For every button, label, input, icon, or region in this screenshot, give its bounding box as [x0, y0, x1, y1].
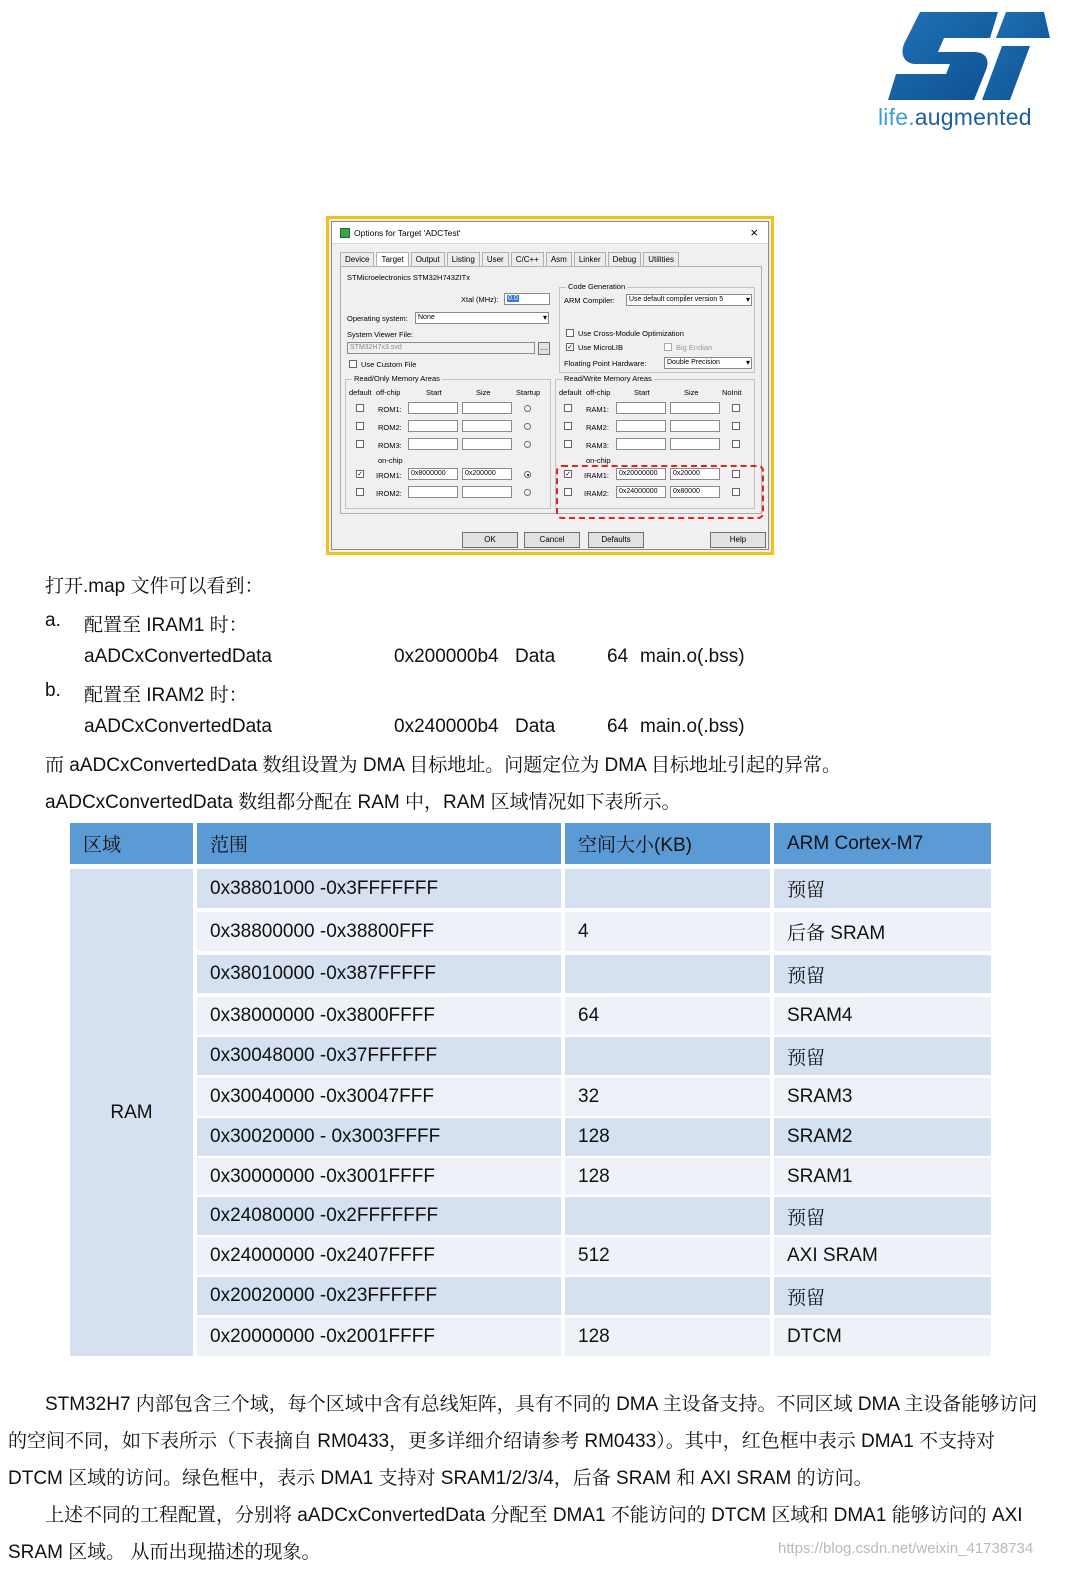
target-options-screenshot [326, 216, 774, 555]
table-row-range: 0x24080000 -0x2FFFFFFF [197, 1197, 561, 1235]
table-row-name: AXI SRAM [774, 1237, 991, 1275]
region-ram-cell: RAM [70, 869, 193, 1356]
table-row-range: 0x30020000 - 0x3003FFFF [197, 1118, 561, 1156]
irom2-label: IROM2: [376, 489, 402, 498]
rw-header-noinit: NoInit [722, 388, 742, 397]
table-row-size: 128 [565, 1318, 770, 1356]
tab-linker[interactable]: Linker [574, 252, 606, 266]
ram3-start[interactable] [616, 438, 666, 450]
item-a-address: 0x200000b4 [394, 646, 499, 667]
microlib-checkbox[interactable]: ✓ [567, 344, 573, 351]
header-region: 区域 [70, 823, 193, 864]
rw-header-offchip: off-chip [586, 388, 611, 397]
tab-utilities[interactable]: Utilities [643, 252, 679, 266]
rw-header-default: default [559, 388, 582, 397]
ram2-noinit-checkbox[interactable] [732, 422, 740, 430]
ram2-default-checkbox[interactable] [564, 422, 572, 430]
ram1-size[interactable] [670, 402, 720, 414]
ro-onchip-label: on-chip [378, 456, 403, 465]
table-row-size [565, 1197, 770, 1235]
rom2-label: ROM2: [378, 423, 402, 432]
header-range: 范围 [197, 823, 561, 864]
paragraph-2-line-2: SRAM 区域。 从而出现描述的现象。 [8, 1542, 321, 1563]
ro-header-startup: Startup [516, 388, 541, 397]
compiler-label: ARM Compiler: [564, 296, 615, 305]
cross-module-label: Use Cross-Module Optimization [578, 329, 684, 338]
table-row-size [565, 869, 770, 908]
irom1-start[interactable]: 0x8000000 [408, 468, 458, 480]
watermark: https://blog.csdn.net/weixin_41738734 [778, 1540, 1034, 1557]
item-a-symbol: aADCxConvertedData [84, 646, 272, 667]
app-icon [340, 228, 350, 238]
table-row-size: 128 [565, 1158, 770, 1195]
header-size: 空间大小(KB) [565, 823, 770, 864]
ok-button[interactable]: OK [462, 532, 518, 548]
tab-target[interactable]: Target [376, 252, 408, 266]
irom1-startup-radio[interactable] [524, 471, 531, 478]
table-row-range: 0x38801000 -0x3FFFFFFF [197, 869, 561, 908]
table-row-name: 后备 SRAM [774, 912, 991, 951]
table-row-name: 预留 [774, 1197, 991, 1235]
tab-c-cpp[interactable]: C/C++ [511, 252, 544, 266]
custom-file-checkbox[interactable] [349, 360, 357, 368]
paragraph-1-line-1: STM32H7 内部包含三个域，每个区域中含有总线矩阵，具有不同的 DMA 主设备支持。不同区域 DMA 主设备能够访问 [45, 1394, 1038, 1415]
tab-bar [340, 252, 679, 266]
table-row-range: 0x20020000 -0x23FFFFFF [197, 1277, 561, 1315]
ro-memory-group [345, 374, 551, 509]
ram-allocation-text: aADCxConvertedData 数组都分配在 RAM 中，RAM 区域情况如下表所示。 [45, 792, 681, 813]
xtal-label: Xtal (MHz): [461, 295, 499, 304]
table-row-range: 0x30040000 -0x30047FFF [197, 1078, 561, 1116]
table-row-name: SRAM4 [774, 997, 991, 1035]
header-core: ARM Cortex-M7 [774, 823, 991, 864]
dialog-titlebar [332, 222, 768, 244]
ram2-label: RAM2: [586, 423, 609, 432]
rom3-default-checkbox[interactable] [356, 440, 364, 448]
item-b-symbol: aADCxConvertedData [84, 716, 272, 737]
tab-user[interactable]: User [482, 252, 509, 266]
svf-label: System Viewer File: [347, 330, 414, 339]
compiler-select[interactable]: Use default compiler version 5 ▾ [626, 294, 752, 306]
tab-device[interactable]: Device [340, 252, 374, 266]
rom1-startup-radio[interactable] [524, 405, 531, 412]
item-b-marker: b. [45, 680, 61, 701]
rom1-label: ROM1: [378, 405, 402, 414]
rom1-size[interactable] [462, 402, 512, 414]
iram1-start[interactable]: 0x20000000 [616, 468, 666, 480]
tab-listing[interactable]: Listing [447, 252, 480, 266]
ram3-default-checkbox[interactable] [564, 440, 572, 448]
custom-file-label: Use Custom File [361, 360, 417, 369]
logo-tagline: life.augmented [878, 104, 1032, 130]
ro-memory-title: Read/Only Memory Areas [354, 374, 440, 383]
rom2-default-checkbox[interactable] [356, 422, 364, 430]
item-a-object: main.o(.bss) [640, 646, 745, 667]
table-row-name: SRAM2 [774, 1118, 991, 1156]
table-row-range: 0x38800000 -0x38800FFF [197, 912, 561, 951]
iram1-default-checkbox[interactable]: ✓ [565, 471, 571, 478]
tab-debug[interactable]: Debug [608, 252, 642, 266]
rom2-startup-radio[interactable] [524, 423, 531, 430]
ram2-size[interactable] [670, 420, 720, 432]
ram1-noinit-checkbox[interactable] [732, 404, 740, 412]
item-b-address: 0x240000b4 [394, 716, 499, 737]
rom3-label: ROM3: [378, 441, 402, 450]
iram2-label: IRAM2: [584, 489, 610, 498]
ram3-size[interactable] [670, 438, 720, 450]
irom2-start[interactable] [408, 486, 458, 498]
table-row-size: 64 [565, 997, 770, 1035]
rom3-startup-radio[interactable] [524, 441, 531, 448]
item-a-marker: a. [45, 610, 61, 631]
help-button[interactable]: Help [710, 532, 766, 548]
item-b-type: Data [515, 716, 556, 737]
table-row-name: SRAM3 [774, 1078, 991, 1116]
svf-browse-button[interactable]: … [538, 342, 550, 355]
table-row-size: 4 [565, 912, 770, 951]
big-endian-checkbox[interactable] [664, 343, 672, 351]
ro-header-start: Start [426, 388, 442, 397]
dma-target-text: 而 aADCxConvertedData 数组设置为 DMA 目标地址。问题定位为 DMA 目标地址引起的异常。 [45, 755, 841, 776]
table-row-range: 0x30000000 -0x3001FFFF [197, 1158, 561, 1195]
ro-header-offchip: off-chip [376, 388, 401, 397]
irom2-size[interactable] [462, 486, 512, 498]
ram1-label: RAM1: [586, 405, 609, 414]
table-row-range: 0x20000000 -0x2001FFFF [197, 1318, 561, 1356]
table-row-size [565, 955, 770, 993]
table-row-name: DTCM [774, 1318, 991, 1356]
iram1-size[interactable]: 0x20000 [670, 468, 720, 480]
paragraph-1-line-3: DTCM 区域的访问。绿色框中，表示 DMA1 支持对 SRAM1/2/3/4，后备 SRAM 和 AXI SRAM 的访问。 [8, 1468, 873, 1489]
ram2-start[interactable] [616, 420, 666, 432]
rom3-size[interactable] [462, 438, 512, 450]
table-row-name: SRAM1 [774, 1158, 991, 1195]
iram-highlight-box [556, 465, 764, 519]
table-row-range: 0x38010000 -0x387FFFFF [197, 955, 561, 993]
item-b-size: 64 [607, 716, 629, 737]
table-row-size: 32 [565, 1078, 770, 1116]
table-row-size [565, 1037, 770, 1075]
rom3-start[interactable] [408, 438, 458, 450]
ro-header-default: default [349, 388, 372, 397]
os-label: Operating system: [347, 314, 408, 323]
table-row-size: 128 [565, 1118, 770, 1156]
table-row-name: 预留 [774, 1277, 991, 1315]
cancel-button[interactable]: Cancel [524, 532, 580, 548]
xtal-input[interactable]: 0.0 [504, 293, 550, 305]
table-row-range: 0x30048000 -0x37FFFFFF [197, 1037, 561, 1075]
open-map-text: 打开.map 文件可以看到： [45, 576, 264, 597]
microlib-label: Use MicroLIB [578, 343, 624, 352]
rom2-size[interactable] [462, 420, 512, 432]
table-row-size: 512 [565, 1237, 770, 1275]
rw-memory-title: Read/Write Memory Areas [564, 374, 652, 383]
os-select[interactable]: None ▾ [415, 312, 549, 324]
options-dialog [331, 221, 769, 550]
codegen-title: Code Generation [568, 282, 626, 291]
svf-input[interactable]: STM32H7x3.svd [347, 342, 535, 354]
rw-onchip-label: on-chip [586, 456, 611, 465]
fpu-label: Floating Point Hardware: [564, 359, 647, 368]
fpu-select[interactable]: Double Precision ▾ [664, 357, 752, 369]
iram2-start[interactable]: 0x24000000 [616, 486, 666, 498]
item-a-type: Data [515, 646, 556, 667]
iram2-size[interactable]: 0x80000 [670, 486, 720, 498]
rom2-start[interactable] [408, 420, 458, 432]
ram3-label: RAM3: [586, 441, 609, 450]
irom1-default-checkbox[interactable]: ✓ [357, 471, 363, 478]
table-row-range: 0x38000000 -0x3800FFFF [197, 997, 561, 1035]
irom1-label: IROM1: [376, 471, 402, 480]
ram3-noinit-checkbox[interactable] [732, 440, 740, 448]
table-row-range: 0x24000000 -0x2407FFFF [197, 1237, 561, 1275]
tab-asm[interactable]: Asm [546, 252, 572, 266]
cross-module-checkbox[interactable] [566, 329, 574, 337]
rom1-default-checkbox[interactable] [356, 404, 364, 412]
table-row-size [565, 1277, 770, 1315]
ro-header-size: Size [476, 388, 491, 397]
dialog-title: Options for Target 'ADCTest' [354, 228, 461, 238]
rw-header-size: Size [684, 388, 699, 397]
paragraph-2-line-1: 上述不同的工程配置，分别将 aADCxConvertedData 分配至 DMA1 不能访问的 DTCM 区域和 DMA1 能够访问的 AXI [45, 1505, 1023, 1526]
ram1-default-checkbox[interactable] [564, 404, 572, 412]
device-name: STMicroelectronics STM32H743ZITx [347, 273, 470, 282]
item-b-label: 配置至 IRAM2 时： [84, 685, 248, 706]
rom1-start[interactable] [408, 402, 458, 414]
defaults-button[interactable]: Defaults [588, 532, 644, 548]
item-b-object: main.o(.bss) [640, 716, 745, 737]
table-row-name: 预留 [774, 1037, 991, 1075]
table-row-name: 预留 [774, 869, 991, 908]
ram1-start[interactable] [616, 402, 666, 414]
irom2-default-checkbox[interactable] [356, 488, 364, 496]
big-endian-label: Big Endian [676, 343, 713, 352]
table-row-name: 预留 [774, 955, 991, 993]
irom1-size[interactable]: 0x200000 [462, 468, 512, 480]
irom2-startup-radio[interactable] [524, 489, 531, 496]
item-a-size: 64 [607, 646, 629, 667]
iram1-label: IRAM1: [584, 471, 610, 480]
close-icon[interactable]: × [750, 225, 758, 240]
paragraph-1-line-2: 的空间不同，如下表所示（下表摘自 RM0433，更多详细介绍请参考 RM0433）。其中，红色框中表示 DMA1 不支持对 [8, 1431, 996, 1452]
rw-header-start: Start [634, 388, 650, 397]
codegen-group [559, 282, 755, 373]
item-a-label: 配置至 IRAM1 时： [84, 615, 248, 636]
tab-output[interactable]: Output [411, 252, 445, 266]
